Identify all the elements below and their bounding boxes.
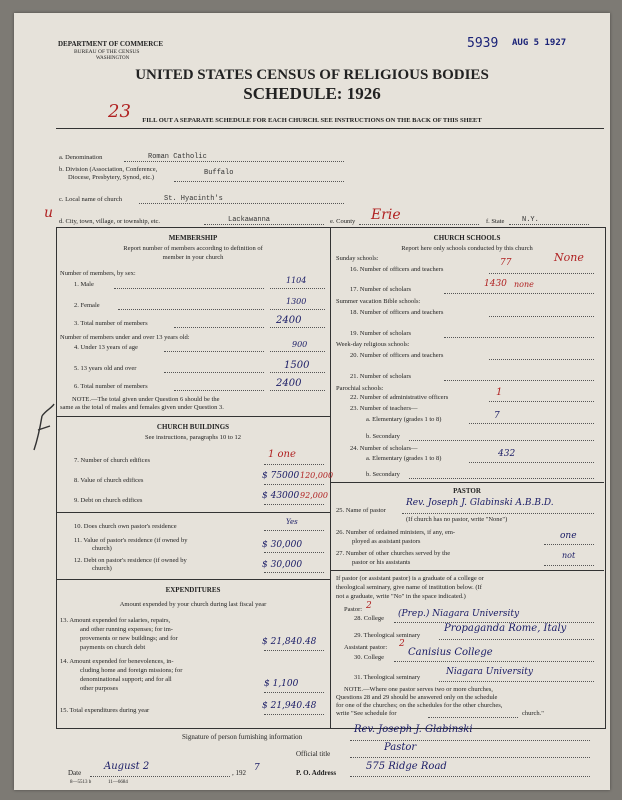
- graduate-intro-3: not a graduate, write "No" in the space indicated.): [336, 593, 466, 600]
- q1-male-value: 1104: [286, 276, 307, 285]
- q14-label-2: cluding home and foreign missions; for: [80, 667, 183, 674]
- q25-label: 25. Name of pastor: [336, 507, 386, 514]
- q30-value: Canisius College: [408, 647, 493, 658]
- q12-value: $ 30,000: [262, 560, 303, 570]
- buildings-subtitle: See instructions, paragraphs 10 to 12: [144, 434, 242, 441]
- margin-mark-u: u: [44, 205, 54, 221]
- q24-label: 24. Number of scholars—: [350, 445, 418, 452]
- q20-label: 20. Number of officers and teachers: [350, 352, 444, 359]
- q27-value: not: [562, 551, 576, 560]
- division-label: b. Division (Association, Conference,: [59, 166, 158, 173]
- state-value: N.Y.: [522, 216, 539, 224]
- date-value: August 2: [104, 761, 150, 772]
- parochial-schools-label: Parochial schools:: [336, 385, 384, 392]
- pastor-note: NOTE.—Where one pastor serves two or more churches,: [344, 686, 493, 693]
- q30-label: 30. College: [354, 654, 384, 661]
- schools-title: CHURCH SCHOOLS: [433, 234, 501, 242]
- signature-label: Signature of person furnishing information: [182, 733, 303, 741]
- q27-label: 27. Number of other churches served by the: [336, 550, 451, 557]
- reference-number: 23: [108, 101, 131, 122]
- q11-label-2: church): [92, 545, 112, 552]
- q13-value: $ 21,840.48: [262, 637, 317, 647]
- address-value: 575 Ridge Road: [366, 761, 447, 772]
- q13-label-2: and other running expenses; for im-: [80, 626, 173, 633]
- q16-none: None: [554, 251, 584, 264]
- q14-label-3: denominational support; and for all: [80, 676, 172, 683]
- q28-value: (Prep.) Niagara University: [398, 609, 520, 619]
- q4-under13-value: 900: [292, 340, 308, 349]
- local-name-label: c. Local name of church: [59, 196, 122, 203]
- q23-label: 23. Number of teachers—: [350, 405, 418, 412]
- q17-label: 17. Number of scholars: [350, 286, 412, 293]
- schools-subtitle: Report here only schools conducted by this church: [401, 245, 533, 252]
- q14-label-4: other purposes: [80, 685, 119, 692]
- membership-intro: Report number of members according to definition of: [123, 245, 263, 252]
- q13-label: 13. Amount expended for salaries, repairs,: [60, 617, 171, 624]
- q16-value: 77: [500, 258, 512, 268]
- q18-label: 18. Number of officers and teachers: [350, 309, 444, 316]
- q4-under13-label: 4. Under 13 years of age: [74, 344, 138, 351]
- q1-male-label: 1. Male: [74, 281, 94, 288]
- q10-label: 10. Does church own pastor's residence: [74, 523, 177, 530]
- margin-scribble-icon: [28, 398, 58, 458]
- q26-value: one: [560, 531, 577, 541]
- official-title-label: Official title: [296, 750, 331, 758]
- q25-value: Rev. Joseph J. Glabinski A.B.B.D.: [406, 498, 554, 508]
- form-title: UNITED STATES CENSUS OF RELIGIOUS BODIES: [135, 67, 489, 83]
- year-prefix: , 192: [232, 769, 246, 777]
- graduate-intro-2: theological seminary, give name of institution below. (If: [336, 584, 482, 591]
- q27-label-2: pastor or his assistants: [352, 559, 411, 566]
- local-name-value: St. Hyacinth's: [164, 195, 223, 203]
- pastor-note-2: Questions 28 and 29 should be answered only on the schedule: [336, 694, 498, 701]
- assistant-sub-number: 2: [399, 639, 405, 649]
- q26-label-2: ployed as assistant pastors: [352, 538, 421, 545]
- membership-title: MEMBERSHIP: [168, 234, 218, 242]
- q9-value-corrected: 92,000: [300, 491, 328, 500]
- q10-value: Yes: [286, 518, 298, 526]
- q3-total-label: 3. Total number of members: [74, 320, 148, 327]
- pastor-sub-number: 2: [366, 601, 372, 611]
- weekday-schools-label: Week-day religious schools:: [336, 341, 410, 348]
- q25-note: (If church has no pastor, write "None"): [406, 516, 508, 523]
- q13-label-4: payments on church debt: [80, 644, 146, 651]
- expenditures-subtitle: Amount expended by your church during last fiscal year: [119, 601, 267, 608]
- q2-female-value: 1300: [286, 297, 307, 306]
- pastor-title: PASTOR: [453, 487, 481, 495]
- q31-label: 31. Theological seminary: [354, 674, 421, 681]
- q7-label: 7. Number of church edifices: [74, 457, 150, 464]
- stamp-number: 5939: [467, 36, 499, 51]
- pastor-sub-label: Pastor:: [344, 606, 363, 613]
- q5-over13-value: 1500: [284, 360, 310, 371]
- q9-label: 9. Debt on church edifices: [74, 497, 143, 504]
- q17-value: 1430: [484, 279, 507, 289]
- q2-female-label: 2. Female: [74, 302, 100, 309]
- buildings-title: CHURCH BUILDINGS: [156, 423, 230, 431]
- division-label-2: Diocese, Presbytery, Synod, etc.): [68, 174, 155, 181]
- q5-over13-label: 5. 13 years old and over: [74, 365, 137, 372]
- expenditures-title: EXPENDITURES: [165, 586, 221, 594]
- q24b-label: b. Secondary: [366, 471, 400, 478]
- q21-label: 21. Number of scholars: [350, 373, 412, 380]
- q23a-value: 7: [494, 411, 500, 421]
- q23a-label: a. Elementary (grades 1 to 8): [366, 416, 442, 423]
- form-subtitle: SCHEDULE: 1926: [243, 84, 381, 103]
- pastor-note-4: write "See schedule for: [336, 710, 397, 717]
- q29-label: 29. Theological seminary: [354, 632, 421, 639]
- q23b-label: b. Secondary: [366, 433, 400, 440]
- q11-value: $ 30,000: [262, 540, 303, 550]
- form-number-2: 11—6684: [108, 780, 128, 785]
- address-label: P. O. Address: [296, 769, 337, 777]
- state-label: f. State: [486, 218, 505, 225]
- q8-value-corrected: 120,000: [300, 471, 334, 480]
- q6-total-value: 2400: [276, 378, 302, 389]
- q11-label: 11. Value of pastor's residence (if owned by: [74, 537, 188, 544]
- q28-label: 28. College: [354, 615, 384, 622]
- form-number: 8—5513 b: [70, 780, 92, 785]
- signature-value: Rev. Joseph J. Glabinski: [354, 724, 473, 735]
- q9-value: $ 43000: [262, 491, 300, 501]
- sunday-schools-label: Sunday schools:: [336, 255, 379, 262]
- denomination-label: a. Denomination: [59, 154, 103, 161]
- q7-value: 1 one: [268, 449, 296, 460]
- city-town-label: d. City, town, village, or township, etc.: [59, 218, 161, 225]
- division-value: Buffalo: [204, 169, 234, 177]
- summer-schools-label: Summer vacation Bible schools:: [336, 298, 421, 305]
- q26-label: 26. Number of ordained ministers, if any, em-: [336, 529, 456, 536]
- q22-value: 1: [496, 387, 503, 398]
- assistant-sub-label: Assistant pastor:: [344, 644, 388, 651]
- q8-value: $ 75000: [262, 471, 300, 481]
- county-label: e. County: [330, 218, 356, 225]
- q31-value: Niagara University: [446, 667, 533, 677]
- q15-label: 15. Total expenditures during year: [60, 707, 150, 714]
- city-town-value: Lackawanna: [228, 216, 271, 224]
- q24a-label: a. Elementary (grades 1 to 8): [366, 455, 442, 462]
- stamp-date: AUG 5 1927: [512, 38, 567, 48]
- q16-label: 16. Number of officers and teachers: [350, 266, 444, 273]
- by-sex-label: Number of members, by sex:: [60, 270, 136, 277]
- department-label: DEPARTMENT OF COMMERCE: [58, 40, 164, 48]
- q29-value: Propaganda Rome, Italy: [444, 623, 567, 634]
- q12-label: 12. Debt on pastor's residence (if owned by: [74, 557, 187, 564]
- q15-value: $ 21,940.48: [262, 701, 317, 711]
- q14-value: $ 1,100: [264, 679, 299, 689]
- q19-label: 19. Number of scholars: [350, 330, 412, 337]
- pastor-note-5: church.": [522, 710, 544, 717]
- q12-label-2: church): [92, 565, 112, 572]
- census-schedule-sheet: [14, 13, 610, 790]
- q14-label: 14. Amount expended for benevolences, in-: [60, 658, 174, 665]
- denomination-value: Roman Catholic: [148, 153, 207, 161]
- q13-label-3: provements or new buildings; and for: [80, 635, 178, 642]
- graduate-intro: If pastor (or assistant pastor) is a graduate of a college or: [336, 575, 484, 582]
- membership-note-2: same as the total of males and females given under Question 3.: [60, 404, 224, 411]
- age-label: Number of members under and over 13 years old:: [60, 334, 190, 341]
- schedule-instruction: FILL OUT A SEPARATE SCHEDULE FOR EACH CHURCH. SEE INSTRUCTIONS ON THE BACK OF THIS SHEET: [142, 117, 482, 124]
- q6-total-label: 6. Total number of members: [74, 383, 148, 390]
- official-title-value: Pastor: [384, 742, 417, 753]
- q3-total-value: 2400: [276, 315, 302, 326]
- membership-note: NOTE.—The total given under Question 6 should be the: [72, 396, 220, 403]
- q24a-value: 432: [498, 449, 516, 459]
- q22-label: 22. Number of administrative officers: [350, 394, 449, 401]
- year-suffix: 7: [254, 763, 260, 773]
- city-label: WASHINGTON: [96, 56, 130, 61]
- pastor-note-3: for one of the churches; on the schedules for the other churches,: [336, 702, 503, 709]
- q17-none: none: [514, 280, 534, 289]
- q8-label: 8. Value of church edifices: [74, 477, 144, 484]
- membership-intro-2: member in your church: [162, 254, 224, 261]
- bureau-label: BUREAU OF THE CENSUS: [74, 49, 140, 55]
- date-label: Date: [68, 769, 82, 777]
- county-value: Erie: [371, 207, 401, 223]
